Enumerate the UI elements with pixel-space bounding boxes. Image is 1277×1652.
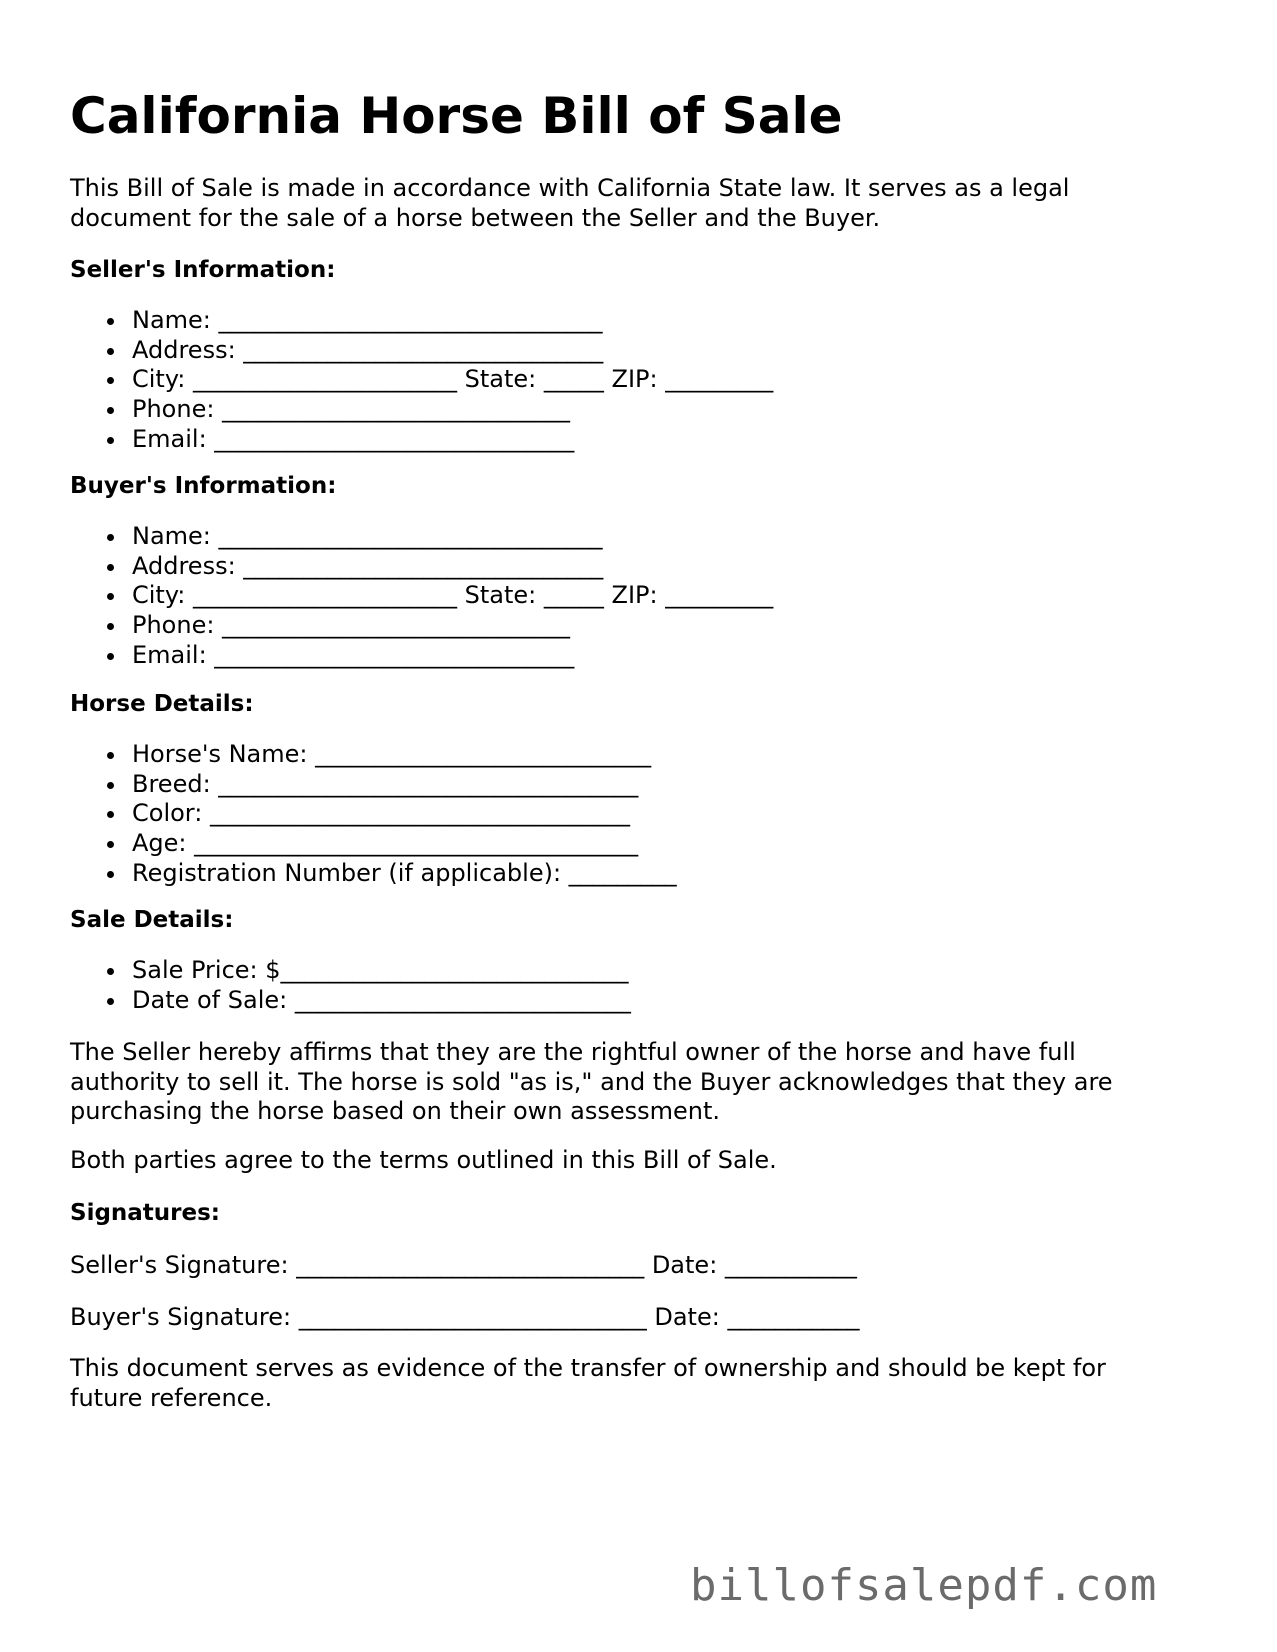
closing-paragraph: This document serves as evidence of the transfer of ownership and should be kept for future reference. bbox=[70, 1354, 1106, 1412]
buyer-email-field[interactable]: Email: ______________________________ bbox=[132, 641, 773, 671]
buyer-signature-line[interactable]: Buyer's Signature: _____________________________ Date: ___________ bbox=[70, 1303, 860, 1331]
sale-date-field[interactable]: Date of Sale: ____________________________ bbox=[132, 985, 631, 1014]
sale-price-field[interactable]: Sale Price: $_____________________________ bbox=[132, 956, 631, 986]
agreement-paragraph: Both parties agree to the terms outlined in this Bill of Sale. bbox=[70, 1146, 777, 1174]
seller-phone-field[interactable]: Phone: _____________________________ bbox=[132, 395, 773, 425]
horse-fields-list bbox=[70, 740, 677, 889]
buyer-city-state-zip-field[interactable]: City: ______________________ State: _____ ZIP: _________ bbox=[132, 581, 774, 610]
seller-signature-line[interactable]: Seller's Signature: _____________________________ Date: ___________ bbox=[70, 1251, 857, 1279]
buyer-address-field[interactable]: Address: ______________________________ bbox=[132, 552, 773, 582]
horse-color-field[interactable]: Color: ___________________________________ bbox=[132, 799, 677, 829]
seller-fields-list bbox=[70, 306, 773, 455]
signatures-section-heading: Signatures: bbox=[70, 1200, 221, 1226]
horse-section-heading: Horse Details: bbox=[70, 691, 254, 717]
buyer-fields-list bbox=[70, 522, 773, 671]
affirmation-paragraph: The Seller hereby affirms that they are the rightful owner of the horse and have full authority to sell it. The horse is sold "as is," and the Buyer acknowledges that they are purchasing the horse based on their own assessment. bbox=[70, 1038, 1113, 1125]
seller-city-state-zip-field[interactable]: City: ______________________ State: _____ ZIP: _________ bbox=[132, 365, 774, 394]
horse-breed-field[interactable]: Breed: ___________________________________ bbox=[132, 770, 677, 800]
sale-fields-list bbox=[70, 956, 631, 1015]
sale-section-heading: Sale Details: bbox=[70, 907, 234, 933]
intro-paragraph: This Bill of Sale is made in accordance with California State law. It serves as a legal document for the sale of a horse between the Seller and the Buyer. bbox=[70, 174, 1070, 232]
seller-email-field[interactable]: Email: ______________________________ bbox=[132, 425, 773, 455]
buyer-phone-field[interactable]: Phone: _____________________________ bbox=[132, 611, 773, 641]
document-title: California Horse Bill of Sale bbox=[70, 87, 843, 145]
seller-name-field[interactable]: Name: ________________________________ bbox=[132, 306, 773, 336]
seller-address-field[interactable]: Address: ______________________________ bbox=[132, 336, 773, 366]
horse-age-field[interactable]: Age: _____________________________________ bbox=[132, 829, 677, 859]
horse-name-field[interactable]: Horse's Name: ____________________________ bbox=[132, 740, 677, 770]
watermark: billofsalepdf.com bbox=[690, 1560, 1158, 1611]
horse-registration-field[interactable]: Registration Number (if applicable): _________ bbox=[132, 858, 677, 887]
buyer-name-field[interactable]: Name: ________________________________ bbox=[132, 522, 773, 552]
buyer-section-heading: Buyer's Information: bbox=[70, 473, 337, 499]
seller-section-heading: Seller's Information: bbox=[70, 257, 336, 283]
